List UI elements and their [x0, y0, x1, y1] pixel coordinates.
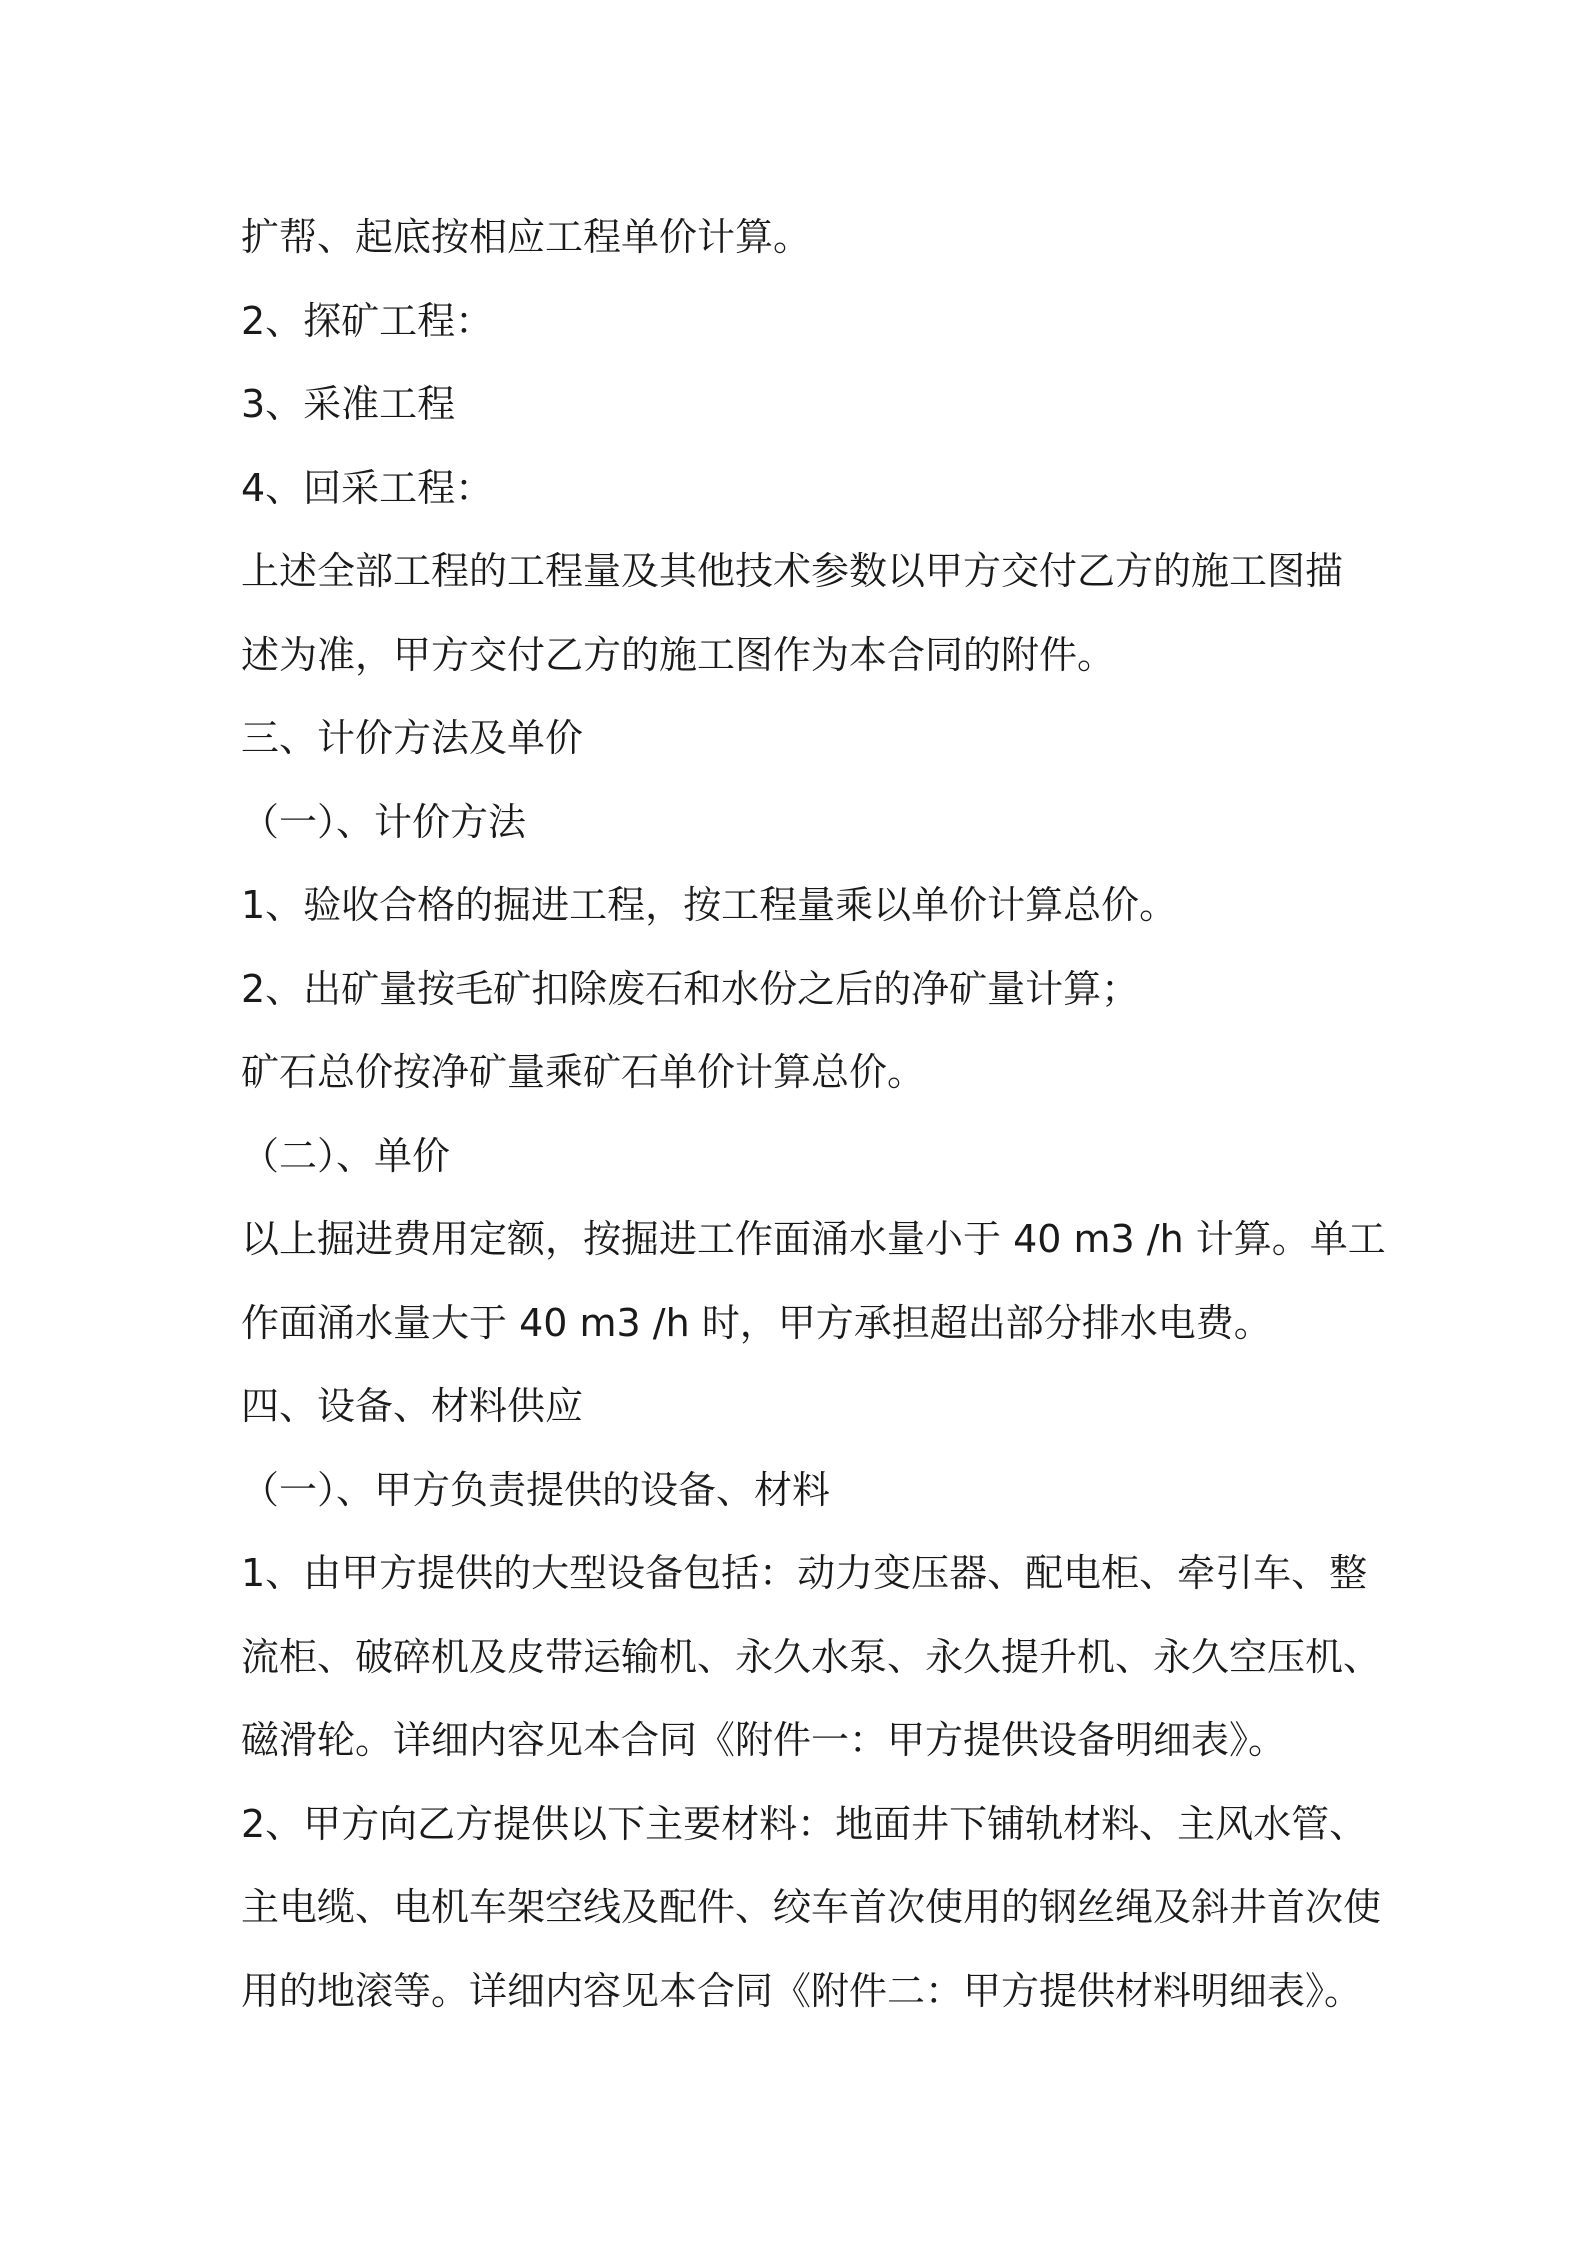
body-text-line: 上述全部工程的工程量及其他技术参数以甲方交付乙方的施工图描 [241, 549, 1344, 593]
body-text-line: 扩帮、起底按相应工程单价计算。 [241, 215, 812, 259]
list-item: 2、甲方向乙方提供以下主要材料：地面井下铺轨材料、主风水管、 [241, 1801, 1368, 1846]
body-text-line: 以上掘进费用定额，按掘进工作面涌水量小于 40 m3 /h 计算。单工 [241, 1217, 1386, 1261]
body-text-line: 磁滑轮。详细内容见本合同《附件一：甲方提供设备明细表》。 [241, 1718, 1287, 1762]
list-item: 2、出矿量按毛矿扣除废石和水份之后的净矿量计算； [241, 966, 1140, 1011]
subsection-heading: （一）、计价方法 [241, 799, 527, 844]
list-item: 4、回采工程： [241, 465, 494, 510]
list-item: 2、探矿工程： [241, 298, 494, 343]
section-heading: 四、设备、材料供应 [241, 1384, 584, 1428]
body-text-line: 流柜、破碎机及皮带运输机、永久水泵、永久提升机、永久空压机、 [241, 1634, 1382, 1679]
body-text-line: 作面涌水量大于 40 m3 /h 时，甲方承担超出部分排水电费。 [241, 1300, 1272, 1345]
section-heading: 三、计价方法及单价 [241, 716, 584, 760]
subsection-heading: （二）、单价 [241, 1133, 451, 1178]
list-item: 3、采准工程 [241, 382, 456, 426]
body-text-line: 用的地滚等。详细内容见本合同《附件二：甲方提供材料明细表》。 [241, 1968, 1363, 2013]
list-item: 1、验收合格的掘进工程，按工程量乘以单价计算总价。 [241, 883, 1178, 927]
body-text-line: 主电缆、电机车架空线及配件、绞车首次使用的钢丝绳及斜井首次使 [241, 1885, 1382, 1929]
list-item: 1、由甲方提供的大型设备包括：动力变压器、配电柜、牵引车、整 [241, 1551, 1368, 1595]
document-body [241, 196, 1386, 2033]
body-text-line: 述为准，甲方交付乙方的施工图作为本合同的附件。 [241, 632, 1116, 677]
subsection-heading: （一）、甲方负责提供的设备、材料 [241, 1467, 831, 1512]
body-text-line: 矿石总价按净矿量乘矿石单价计算总价。 [241, 1050, 926, 1094]
